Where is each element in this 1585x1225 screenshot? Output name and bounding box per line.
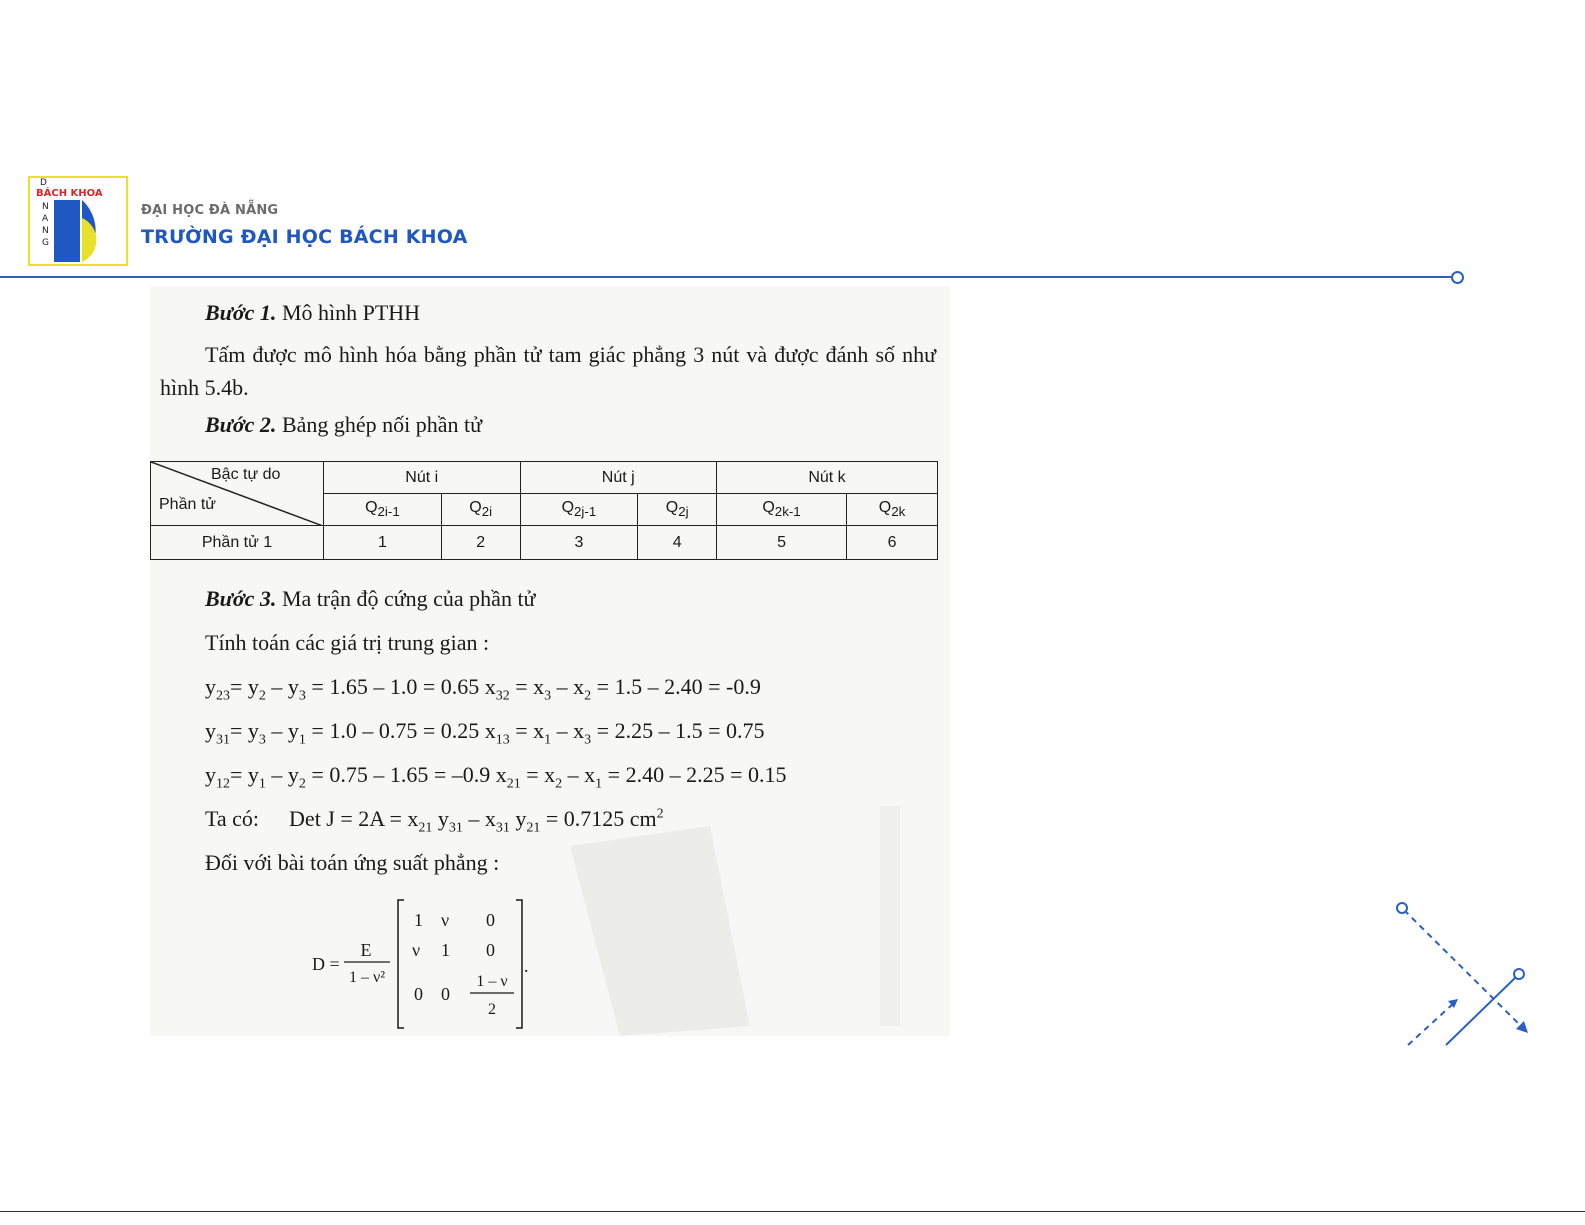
header-divider-end-icon — [1451, 271, 1464, 284]
table-cell: 3 — [520, 526, 638, 560]
decorative-arrows-icon — [1390, 895, 1540, 1055]
matrix-cell: 0 — [441, 984, 450, 1004]
dof-header: $Q_{2k}$ — [847, 494, 938, 526]
table-cell: 1 — [324, 526, 442, 560]
matrix-coef-den: 1 – ν² — [348, 969, 386, 986]
dof-header: $Q_{2j-1}$ — [520, 494, 638, 526]
logo-text: BÁCH KHOA — [36, 188, 103, 199]
footer-divider — [0, 1211, 1585, 1212]
table-cell: 2 — [441, 526, 520, 560]
scanned-page — [150, 286, 950, 1036]
matrix-lhs: D = — [312, 954, 340, 974]
table-cell: 5 — [717, 526, 847, 560]
step-3-label: Bước 3. — [205, 586, 277, 611]
matrix-cell: 1 — [441, 940, 450, 960]
matrix-cell: 0 — [486, 940, 495, 960]
matrix-cell: 1 — [414, 910, 423, 930]
step-3-heading — [205, 586, 536, 612]
logo-letter-a: A — [42, 214, 49, 224]
matrix-cell: ν — [412, 940, 421, 960]
material-matrix — [310, 896, 550, 1032]
step-2-heading — [205, 412, 482, 438]
header-divider — [0, 276, 1452, 278]
step-1-label: Bước 1. — [205, 300, 277, 325]
logo-letter-n2: N — [42, 226, 49, 236]
corner-top-label: Bậc tự do — [211, 466, 281, 483]
node-header-i: Nút i — [324, 462, 521, 494]
dof-header: $Q_{2j}$ — [638, 494, 717, 526]
step-2-label: Bước 2. — [205, 412, 277, 437]
connectivity-table — [150, 461, 938, 560]
dof-header: $Q_{2i-1}$ — [324, 494, 442, 526]
school-logo — [28, 176, 128, 266]
table-corner-cell — [151, 462, 324, 526]
equation-1: $y_{23}= y_2 - y_3 = 1.65 - 1.0 = 0.65$ $x_{32} = x_3 - x_2 = 1.5 - 2.40 = -0.9$ — [205, 674, 761, 704]
table-row — [151, 526, 938, 560]
node-header-j: Nút j — [520, 462, 717, 494]
plane-stress-intro: Đối với bài toán ứng suất phẳng : — [205, 850, 500, 875]
matrix-last-num: 1 – ν — [476, 973, 508, 990]
matrix-end: . — [524, 956, 529, 976]
node-header-k: Nút k — [717, 462, 938, 494]
corner-bottom-label: Phần tử — [159, 496, 216, 513]
university-name: ĐẠI HỌC ĐÀ NẴNG — [141, 203, 279, 218]
table-cell: 6 — [847, 526, 938, 560]
matrix-coef-num: E — [360, 940, 372, 960]
step-1-heading — [205, 300, 420, 326]
matrix-last-den: 2 — [488, 1001, 496, 1018]
equation-2: $y_{31}= y_3 - y_1 = 1.0 - 0.75 = 0.25$ $x_{13} = x_1 - x_3 = 2.25 - 1.5 = 0.75$ — [205, 718, 765, 748]
table-cell: 4 — [638, 526, 717, 560]
logo-letter-n: N — [42, 202, 49, 212]
calc-intro: Tính toán các giá trị trung gian : — [205, 630, 490, 655]
logo-letter-g: G — [42, 238, 49, 248]
matrix-cell: 0 — [414, 984, 423, 1004]
school-name: TRƯỜNG ĐẠI HỌC BÁCH KHOA — [141, 226, 468, 248]
equation-3: $y_{12}= y_1 - y_2 = 0.75 - 1.65 = -0.9$ $x_{21} = x_2 - x_1 = 2.40 - 2.25 = 0.15$ — [205, 762, 787, 792]
step-1-paragraph: Tấm được mô hình hóa bằng phần tử tam giác phẳng 3 nút và được đánh số như hình 5.4b. — [160, 342, 936, 400]
step-2-text: Bảng ghép nối phần tử — [276, 412, 483, 437]
step-3-text: Ma trận độ cứng của phần tử — [276, 586, 536, 611]
header-titles — [141, 203, 468, 248]
dof-header: $Q_{2k-1}$ — [717, 494, 847, 526]
step-1-text: Mô hình PTHH — [276, 300, 421, 325]
matrix-cell: 0 — [486, 910, 495, 930]
bach-khoa-logo-icon — [30, 178, 126, 264]
logo-letter-d: D — [40, 178, 47, 188]
matrix-cell: ν — [441, 910, 450, 930]
determinant-equation: Ta có: Det $J = 2A = x_{21}$ $y_{31} - x_{31}$ $y_{21} = 0.7125$ $cm^2$ — [205, 806, 664, 836]
dof-header: $Q_{2i}$ — [441, 494, 520, 526]
row-label: Phần tử 1 — [151, 526, 324, 560]
